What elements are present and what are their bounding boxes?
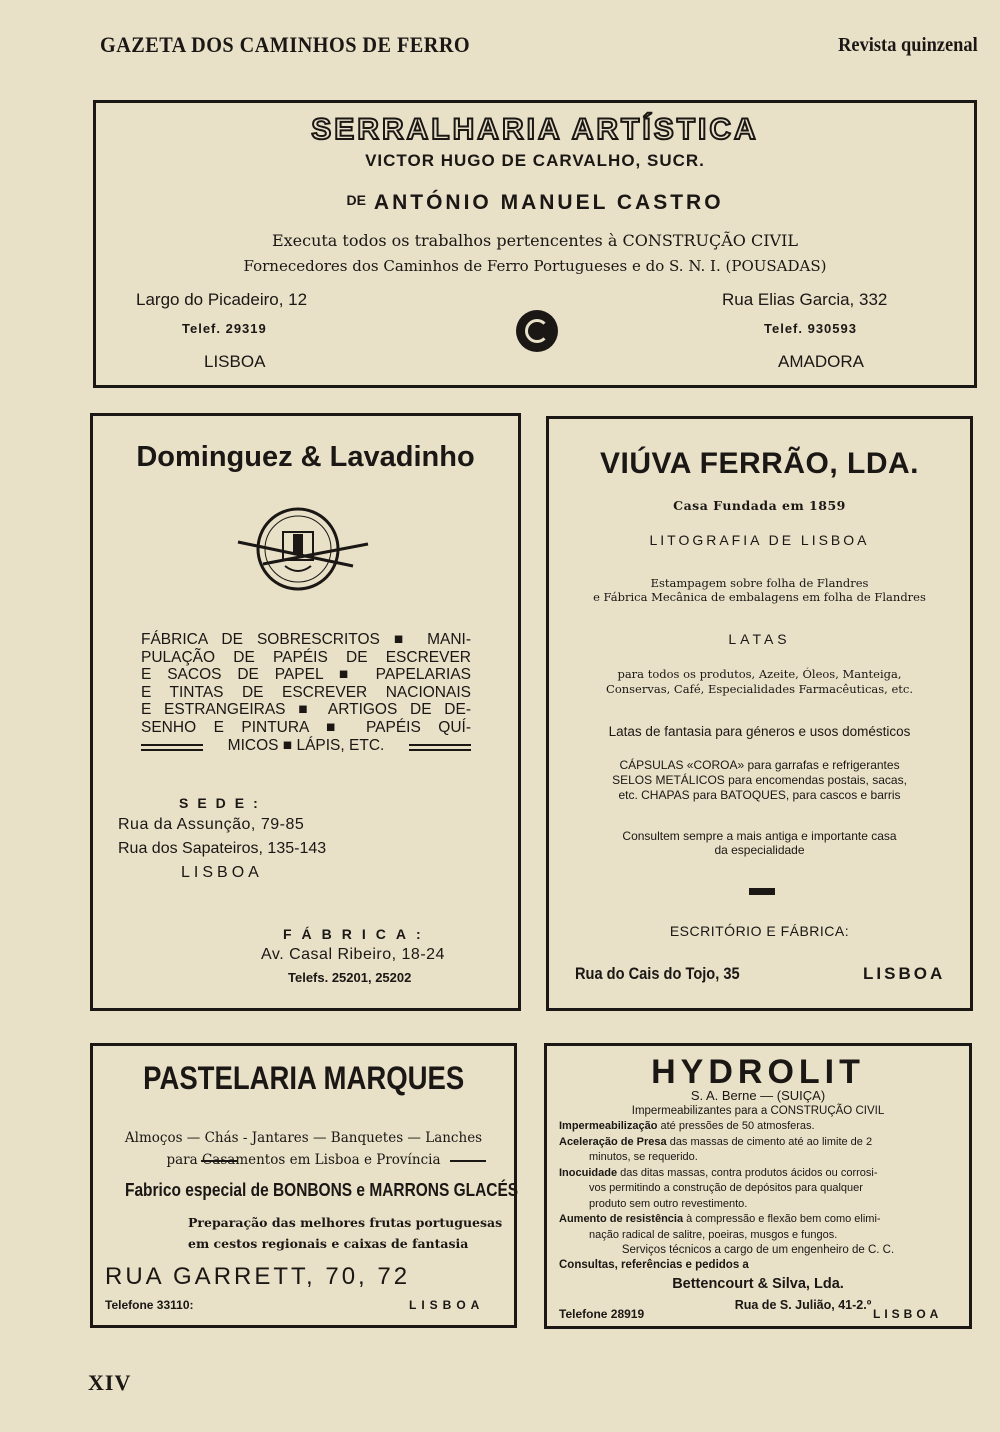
serralharia-founder-line xyxy=(96,191,974,215)
serralharia-left-address: Largo do Picadeiro, 12 xyxy=(136,290,308,309)
pastelaria-line3-text: Fabrico especial de BONBONS e MARRONS GLACÉS xyxy=(124,1180,519,1200)
hydrolit-features xyxy=(559,1119,969,1243)
ad-dominguez-lavadinho xyxy=(90,413,521,1011)
dominguez-sede-addr1: Rua da Assunção, 79-85 xyxy=(118,816,305,833)
hydrolit-feature xyxy=(559,1166,969,1182)
divider xyxy=(141,749,203,751)
viuva-caps1: CÁPSULAS «COROA» para garrafas e refrigerantes xyxy=(619,758,900,772)
dominguez-line: E ESTRANGEIRAS ■ ARTIGOS DE DE- xyxy=(141,701,471,719)
serralharia-founder: ANTÓNIO MANUEL CASTRO xyxy=(373,191,724,214)
ad-serralharia-artistica xyxy=(93,100,977,388)
hydrolit-text: das ditas massas, contra produtos ácidos ou corrosi- xyxy=(617,1166,878,1179)
viuva-title: VIÚVA FERRÃO, LDA. xyxy=(599,447,919,480)
hydrolit-feature: produto sem outro revestimento. xyxy=(589,1197,748,1210)
serralharia-title: SERRALHARIA ARTÍSTICA xyxy=(311,113,759,146)
dominguez-line: MICOS ■ LÁPIS, ETC. xyxy=(227,736,385,754)
divider-bar xyxy=(749,888,775,895)
pastelaria-line3 xyxy=(93,1180,519,1201)
pastelaria-title-text: PASTELARIA MARQUES xyxy=(142,1060,465,1096)
serralharia-left-city: LISBOA xyxy=(204,352,266,371)
journal-title: GAZETA DOS CAMINHOS DE FERRO xyxy=(100,32,471,57)
pastelaria-address: RUA GARRETT, 70, 72 xyxy=(105,1263,411,1290)
dominguez-line: E TINTAS DE ESCREVER NACIONAIS xyxy=(141,683,471,701)
dominguez-products xyxy=(141,631,471,754)
hydrolit-feature xyxy=(559,1212,969,1228)
viuva-address xyxy=(575,964,766,984)
hydrolit-feature xyxy=(559,1119,969,1135)
viuva-city: LISBOA xyxy=(863,964,946,983)
hydrolit-feature: nação radical de salitre, poeiras, musgos e fungos. xyxy=(589,1228,838,1241)
dominguez-line: SENHO E PINTURA ■ PAPÉIS QUÍ- xyxy=(141,718,471,736)
viuva-fantasy: Latas de fantasia para géneros e usos domésticos xyxy=(608,724,911,739)
hydrolit-text: à compressão e flexão bem como elimi- xyxy=(683,1213,881,1225)
pastelaria-title xyxy=(93,1060,514,1097)
hydrolit-feature: vos permitindo a construção de depósitos para qualquer xyxy=(589,1182,863,1194)
serralharia-owner: VICTOR HUGO DE CARVALHO, SUCR. xyxy=(365,151,705,170)
dominguez-sede-addr2: Rua dos Sapateiros, 135-143 xyxy=(118,840,327,857)
viuva-subtitle: LITOGRAFIA DE LISBOA xyxy=(649,532,870,548)
hydrolit-street: Rua de S. Julião, 41-2.º xyxy=(734,1298,872,1312)
emblem-icon xyxy=(233,504,373,594)
serralharia-line2: Fornecedores dos Caminhos de Ferro Portugueses e do S. N. I. (POUSADAS) xyxy=(243,257,827,275)
viuva-address-text: Rua do Cais do Tojo, 35 xyxy=(575,964,740,983)
dominguez-line: PULAÇÃO DE PAPÉIS DE ESCREVER xyxy=(141,648,471,666)
hydrolit-city: LISBOA xyxy=(873,1307,943,1321)
journal-frequency: Revista quinzenal xyxy=(838,34,978,56)
hydrolit-text: até pressões de 50 atmosferas. xyxy=(657,1120,815,1132)
hydrolit-phone: Telefone 28919 xyxy=(559,1307,645,1321)
hydrolit-intro: Impermeabilizantes para a CONSTRUÇÃO CIVIL xyxy=(631,1105,885,1117)
ad-viuva-ferrao xyxy=(546,416,973,1011)
hydrolit-consult: Consultas, referências e pedidos a xyxy=(559,1259,749,1271)
dominguez-fabrica-phone: Telefs. 25201, 25202 xyxy=(288,970,412,985)
divider xyxy=(409,744,471,746)
hydrolit-term: Impermeabilização xyxy=(559,1120,658,1132)
ad-pastelaria-marques xyxy=(90,1043,517,1328)
pastelaria-line4: Preparação das melhores frutas portuguesas xyxy=(188,1215,503,1230)
dominguez-title: Dominguez & Lavadinho xyxy=(136,441,475,473)
pastelaria-city: LISBOA xyxy=(409,1298,485,1312)
hydrolit-services: Serviços técnicos a cargo de um engenheiro de C. C. xyxy=(621,1244,895,1256)
page-number: XIV xyxy=(88,1370,132,1395)
hydrolit-subtitle: S. A. Berne — (SUIÇA) xyxy=(690,1088,826,1103)
viuva-prod1: para todos os produtos, Azeite, Óleos, Manteiga, xyxy=(617,667,902,681)
divider xyxy=(450,1160,486,1162)
divider xyxy=(409,749,471,751)
dominguez-line: FÁBRICA DE SOBRESCRITOS ■ MANI- xyxy=(141,631,471,648)
viuva-desc1: Estampagem sobre folha de Flandres xyxy=(650,576,869,590)
divider xyxy=(141,744,203,746)
dominguez-line: E SACOS DE PAPEL ■ PAPELARIAS xyxy=(141,666,471,684)
hydrolit-term: Inocuidade xyxy=(559,1166,618,1179)
viuva-desc2: e Fábrica Mecânica de embalagens em folha de Flandres xyxy=(593,590,926,604)
dominguez-sede-city: LISBOA xyxy=(181,864,263,881)
viuva-latas: LATAS xyxy=(728,631,791,647)
viuva-office-label: ESCRITÓRIO E FÁBRICA: xyxy=(669,923,850,939)
serralharia-right-address: Rua Elias Garcia, 332 xyxy=(722,290,888,309)
pastelaria-line5: em cestos regionais e caixas de fantasia xyxy=(188,1236,469,1251)
dominguez-fabrica-label: FÁBRICA: xyxy=(283,926,431,942)
hydrolit-text: das massas de cimento até ao limite de 2 xyxy=(666,1135,873,1148)
serralharia-line1: Executa todos os trabalhos pertencentes à CONSTRUÇÃO CIVIL xyxy=(271,231,799,250)
dominguez-fabrica-addr: Av. Casal Ribeiro, 18-24 xyxy=(261,946,445,963)
hydrolit-term: Aumento de resistência xyxy=(559,1213,684,1225)
viuva-founded: Casa Fundada em 1859 xyxy=(673,498,846,513)
pastelaria-phone: Telefone 33110: xyxy=(105,1298,194,1312)
serralharia-of-prefix: DE xyxy=(346,192,366,208)
dominguez-sede-label: SEDE: xyxy=(179,795,267,811)
pastelaria-line1: Almoços — Chás - Jantares — Banquetes — Lanches xyxy=(124,1130,483,1146)
viuva-consult2: da especialidade xyxy=(714,843,805,857)
hydrolit-term: Aceleração de Presa xyxy=(559,1135,667,1148)
viuva-consult1: Consultem sempre a mais antiga e importante casa xyxy=(622,829,897,843)
hydrolit-feature: minutos, se requerido. xyxy=(589,1151,698,1163)
hydrolit-company: Bettencourt & Silva, Lda. xyxy=(672,1276,844,1292)
serralharia-right-phone: Telef. 930593 xyxy=(764,321,857,336)
viuva-caps2: SELOS METÁLICOS para encomendas postais, sacas, xyxy=(612,773,907,787)
pastelaria-line2: para Casamentos em Lisboa e Província xyxy=(166,1152,441,1168)
serralharia-left-phone: Telef. 29319 xyxy=(182,321,267,336)
spiral-logo-icon xyxy=(516,310,558,352)
viuva-caps3: etc. CHAPAS para BATOQUES, para cascos e barris xyxy=(618,788,901,802)
hydrolit-title: HYDROLIT xyxy=(651,1053,865,1091)
serralharia-right-city: AMADORA xyxy=(778,352,864,371)
viuva-prod2: Conservas, Café, Especialidades Farmacêuticas, etc. xyxy=(606,682,913,696)
hydrolit-feature xyxy=(559,1135,969,1151)
ad-hydrolit xyxy=(544,1043,972,1329)
